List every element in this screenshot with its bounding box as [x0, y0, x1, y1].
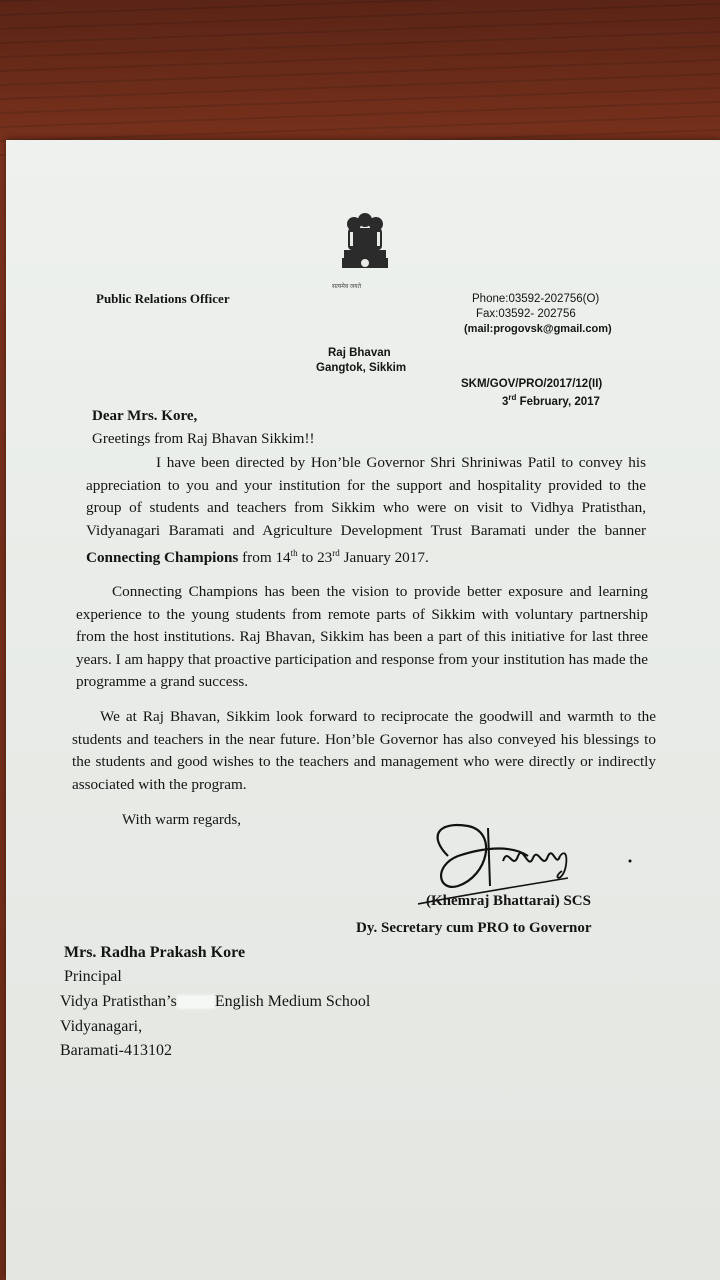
recipient-name: Mrs. Radha Prakash Kore [64, 944, 246, 961]
wooden-table-background [0, 0, 720, 160]
recipient-school [60, 993, 370, 1011]
school-prefix: Vidya Pratisthan’s [60, 993, 177, 1010]
p1-to-suffix: rd [332, 548, 340, 558]
recipient-locality: Vidyanagari, [60, 1018, 143, 1035]
paragraph-1 [86, 452, 646, 570]
fax-number: Fax:03592- 202756 [476, 308, 576, 320]
p1-from: from [238, 549, 276, 567]
address-line-2: Gangtok, Sikkim [316, 362, 407, 374]
closing: With warm regards, [122, 812, 241, 828]
recipient-title: Principal [64, 968, 122, 985]
salutation: Dear Mrs. Kore, [92, 408, 198, 424]
p1-text: I have been directed by Hon’ble Governor Shri Shriniwas Patil to convey his appreciation to you and your institution for the support and hospitality provided to the group of students and teachers from Sikkim who were on visit to Vidhya Pratisthan, Vidyanagari Baramati and Agriculture Development Trust Baramati under the banner [86, 454, 646, 539]
greeting: Greetings from Raj Bhavan Sikkim!! [92, 431, 315, 447]
reference-number: SKM/GOV/PRO/2017/12(II) [461, 378, 603, 390]
email-address: (mail:progovsk@gmail.com) [464, 323, 612, 335]
emblem-motto: सत्यमेव जयते [332, 284, 362, 290]
redacted-text [177, 995, 215, 1009]
office-title: Public Relations Officer [96, 291, 230, 306]
paragraph-3: We at Raj Bhavan, Sikkim look forward to reciprocate the goodwill and warmth to the students and teachers in the near future. Hon’ble Governor has also conveyed his blessings to the students and good wishes to the teachers and management who were directly or indirectly associated with the program. [72, 708, 656, 793]
date-day: 3 [502, 395, 509, 408]
p1-from-suffix: th [290, 548, 298, 558]
phone-number: Phone:03592-202756(O) [472, 293, 600, 305]
date-month-year: February, 2017 [519, 395, 600, 408]
state-emblem-icon [336, 210, 394, 292]
p1-from-day: 14 [275, 549, 291, 567]
p1-to: to [297, 549, 318, 567]
p1-program-name: Connecting Champions [86, 549, 239, 567]
school-suffix: English Medium School [214, 993, 371, 1010]
signatory-designation: Dy. Secretary cum PRO to Governor [356, 920, 592, 936]
recipient-city: Baramati-413102 [60, 1042, 172, 1059]
address-line-1: Raj Bhavan [328, 347, 391, 359]
letter-paper [6, 140, 720, 1280]
letter-date [502, 393, 600, 408]
p1-to-day: 23 [317, 549, 333, 567]
p1-end: January 2017. [339, 549, 429, 567]
signatory-name: (Khemraj Bhattarai) SCS [426, 893, 591, 909]
date-suffix: rd [508, 393, 517, 402]
paragraph-2: Connecting Champions has been the vision to provide better exposure and learning experience to the young students from remote parts of Sikkim with voluntary partnership from the host institutions. Raj Bhavan, Sikkim has been a part of this initiative for last three years. I am happy that proactive participation and response from your institution has made the programme a grand success. [76, 583, 648, 690]
